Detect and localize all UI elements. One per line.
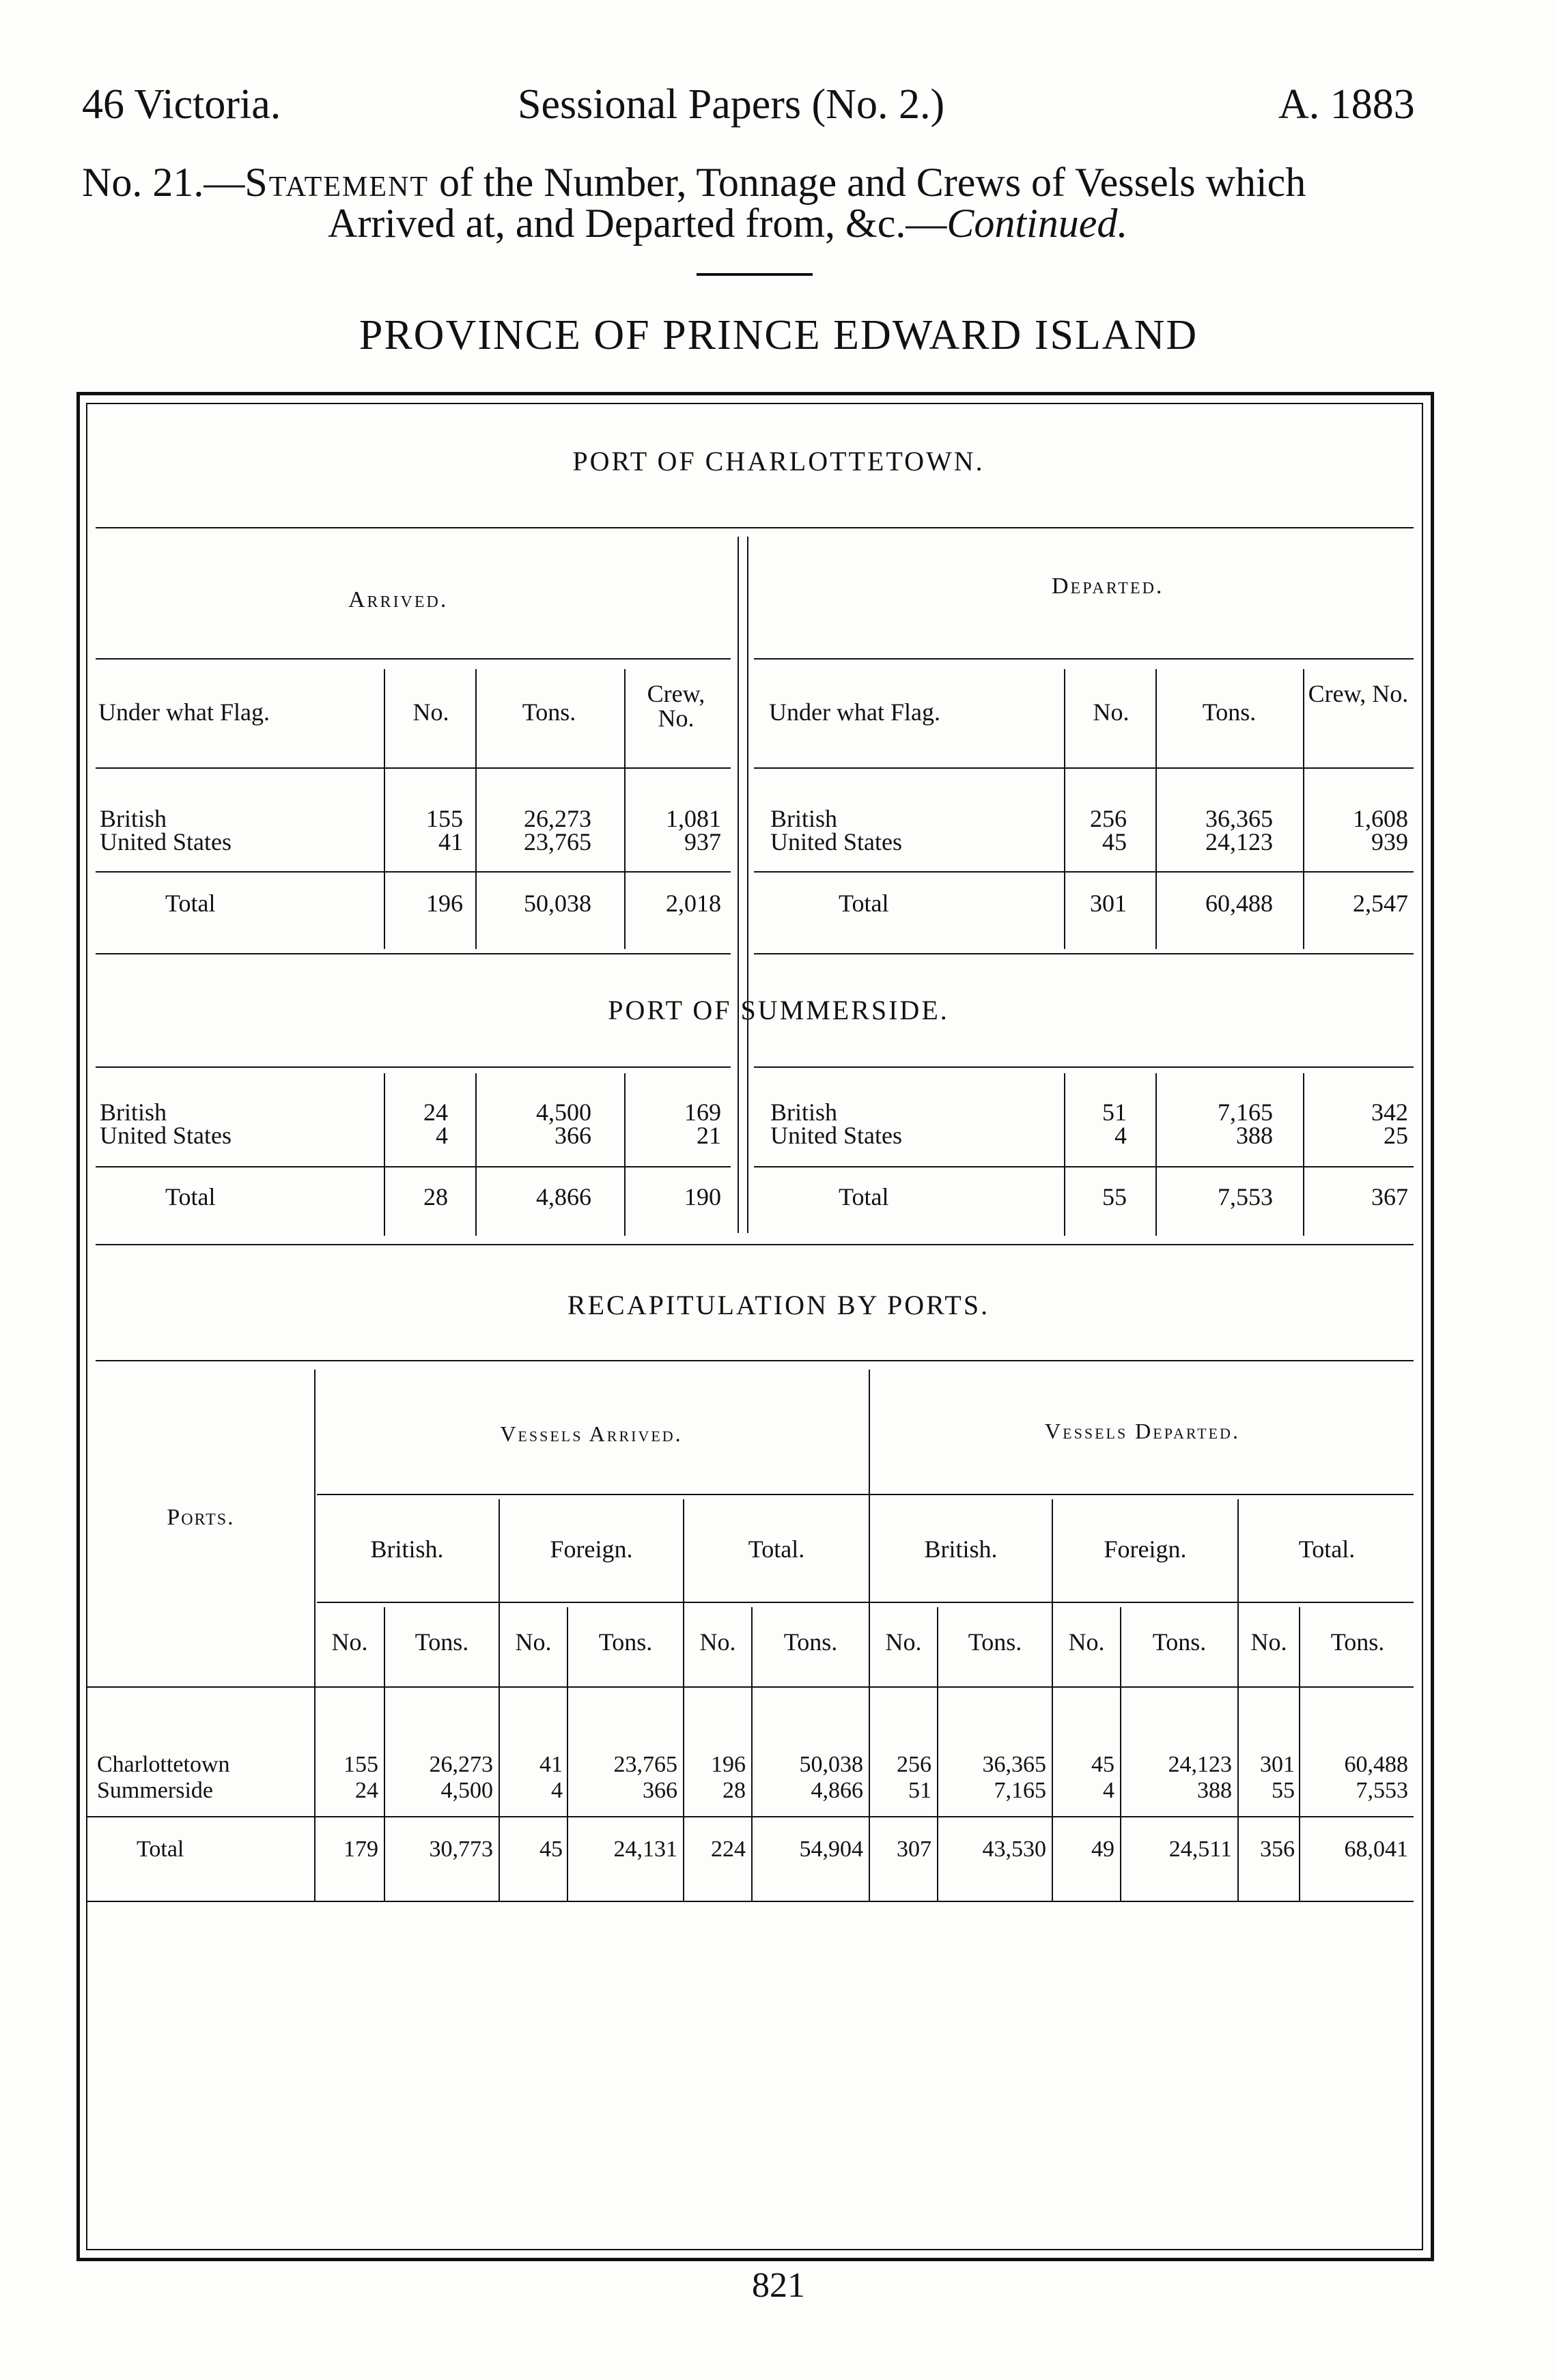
recap-cell: 155 [343,1752,378,1777]
recap-cell: 28 [723,1778,746,1803]
statement-line1-rest: of the Number, Tonnage and Crews of Vessels which [428,160,1306,205]
column-rule [1237,1499,1239,1902]
rule [96,1066,731,1068]
recap-cell: 24,131 [613,1837,677,1862]
province-title: PROVINCE OF PRINCE EDWARD ISLAND [359,312,1198,358]
flag-cell: United States [100,828,232,855]
col-header-flag: Under what Flag. [98,698,270,726]
group-header-foreign: Foreign. [1104,1535,1187,1563]
rule [317,1494,1414,1495]
rule [317,1602,1414,1603]
crew-cell: 939 [1371,828,1408,855]
port-charlottetown-title: PORT OF CHARLOTTETOWN. [572,446,985,477]
recap-cell: 26,273 [429,1752,493,1777]
no-cell: 24 [423,1099,448,1126]
table-row [100,830,727,853]
statement-continued: Continued. [946,201,1128,246]
recap-cell: 366 [643,1778,677,1803]
no-cell: 155 [426,805,463,832]
recap-cell: 36,365 [982,1752,1046,1777]
rule [86,1816,1414,1817]
rule [96,1360,1414,1361]
column-rule [384,1607,385,1901]
statement-line2: Arrived at, and Departed from, &c.— [328,201,947,246]
recap-cell: 356 [1260,1837,1295,1862]
crew-cell: 1,608 [1353,805,1408,832]
no-cell: 301 [1090,890,1127,917]
table-row [770,807,1408,830]
total-label: Total [839,890,889,917]
crew-cell: 25 [1384,1122,1408,1149]
column-rule [384,1073,385,1236]
tons-cell: 24,123 [1205,828,1273,855]
title-rule [697,273,813,276]
no-cell: 196 [426,890,463,917]
recap-cell: 301 [1260,1752,1295,1777]
no-cell: 4 [1114,1122,1127,1149]
total-row [770,892,1408,915]
tons-cell: 36,365 [1205,805,1273,832]
departed-heading: Departed. [1052,573,1164,599]
col-header-crew: Crew, No. [1308,680,1409,707]
subheader-no: No. [1068,1628,1105,1656]
column-rule [683,1499,684,1902]
header-right: A. 1883 [1278,81,1415,128]
group-header-total: Total. [748,1535,805,1563]
subheader-tons: Tons. [968,1628,1022,1656]
no-cell: 41 [438,828,463,855]
recap-cell: 24 [355,1778,378,1803]
table-row [100,1101,727,1124]
col-header-tons: Tons. [1202,698,1257,726]
subheader-tons: Tons. [783,1628,838,1656]
crew-cell: 169 [684,1099,721,1126]
charlottetown-arrived-rows [100,807,727,853]
charlottetown-departed-total [770,892,1408,915]
subheader-no: No. [1250,1628,1287,1656]
recap-cell: 41 [539,1752,563,1777]
arrived-departed-divider [738,537,739,1233]
tons-cell: 4,500 [536,1099,591,1126]
ports-header [92,1505,310,1531]
header-left: 46 Victoria. [82,81,281,128]
tons-cell: 388 [1236,1122,1273,1149]
rule [754,871,1414,873]
group-header-total: Total. [1298,1535,1356,1563]
recap-cell: 24,123 [1168,1752,1232,1777]
total-row [770,1185,1408,1208]
arrived-heading: Arrived. [348,587,449,612]
total-row [100,892,727,915]
rule [754,1166,1414,1167]
charlottetown-departed-rows [770,807,1408,853]
total-label: Total [165,1183,216,1210]
recap-cell: 45 [1091,1752,1114,1777]
tons-cell: 7,165 [1218,1099,1273,1126]
tons-cell: 50,038 [524,890,591,917]
crew-cell: 937 [684,828,721,855]
recap-cell: 224 [711,1837,746,1862]
subheader-no: No. [515,1628,552,1656]
col-header-no: No. [412,698,449,726]
column-rule [869,1370,870,1901]
column-rule [1155,1073,1157,1236]
col-header-no: No. [1093,698,1130,726]
rule [86,1901,1414,1902]
recap-cell: 4 [1103,1778,1114,1803]
rule [96,767,731,769]
flag-cell: United States [770,828,902,855]
recap-cell: 7,553 [1356,1778,1408,1803]
recap-cell: 43,530 [982,1837,1046,1862]
ports-label: Ports. [167,1505,235,1530]
summerside-arrived-rows [100,1101,727,1147]
flag-cell: United States [770,1122,902,1149]
statement-number: No. 21.— [82,160,245,205]
summerside-departed-rows [770,1101,1408,1147]
vessels-arrived-header: Vessels Arrived. [500,1421,683,1446]
flag-cell: British [770,1099,838,1126]
col-header-flag: Under what Flag. [769,698,940,726]
rule [96,527,1414,528]
statement-title-line2 [328,199,1489,247]
column-rule [624,1073,626,1236]
recap-cell: 388 [1197,1778,1232,1803]
rule [754,1066,1414,1068]
recap-cell: 45 [539,1837,563,1862]
recap-cell: 51 [908,1778,931,1803]
crew-cell: 190 [684,1183,721,1210]
port-summerside-title: PORT OF SUMMERSIDE. [608,995,949,1025]
subheader-tons: Tons. [1152,1628,1207,1656]
total-row [100,1185,727,1208]
table-row [100,1124,727,1147]
statement-word: Statement [244,160,429,205]
subheader-tons: Tons. [1330,1628,1385,1656]
subheader-no: No. [331,1628,368,1656]
subheader-no: No. [885,1628,922,1656]
col-header-tons: Tons. [522,698,576,726]
page-number: 821 [752,2266,805,2305]
rule [754,767,1414,769]
total-label: Total [165,890,216,917]
column-rule [1052,1499,1053,1902]
crew-cell: 1,081 [666,805,721,832]
rule [96,1166,731,1167]
vessels-departed-header: Vessels Departed. [1045,1419,1240,1443]
column-rule [937,1607,938,1901]
recap-cell: 4 [551,1778,563,1803]
rule [96,871,731,873]
column-rule [567,1607,568,1901]
recap-cell: 4,866 [811,1778,863,1803]
total-label: Total [839,1183,889,1210]
no-cell: 256 [1090,805,1127,832]
table-row [770,1124,1408,1147]
column-rule [1120,1607,1121,1901]
recap-cell: 50,038 [799,1752,863,1777]
tons-cell: 23,765 [524,828,591,855]
tons-cell: 7,553 [1218,1183,1273,1210]
recap-cell: 196 [711,1752,746,1777]
rule [96,658,731,660]
subheader-tons: Tons. [598,1628,653,1656]
recap-total-label: Total [137,1837,184,1862]
no-cell: 55 [1102,1183,1127,1210]
recap-cell: 68,041 [1344,1837,1408,1862]
column-rule [1064,1073,1065,1236]
column-rule [751,1607,753,1901]
group-header-foreign: Foreign. [550,1535,633,1563]
summerside-departed-total [770,1185,1408,1208]
tons-cell: 60,488 [1205,890,1273,917]
charlottetown-arrived-total [100,892,727,915]
subheader-no: No. [699,1628,736,1656]
group-header-british: British. [924,1535,998,1563]
tons-cell: 4,866 [536,1183,591,1210]
crew-cell: 2,018 [666,890,721,917]
table-row [770,830,1408,853]
flag-cell: British [770,805,838,832]
crew-cell: 21 [697,1122,721,1149]
subheader-tons: Tons. [415,1628,469,1656]
summerside-arrived-total [100,1185,727,1208]
col-header-crew: Crew, No. [647,680,705,732]
flag-cell: British [100,805,167,832]
flag-cell: United States [100,1122,232,1149]
recap-port-label: Summerside [97,1778,213,1803]
table-row [770,1101,1408,1124]
crew-cell: 2,547 [1353,890,1408,917]
column-rule [499,1499,500,1902]
column-rule [314,1370,315,1901]
recap-title: RECAPITULATION BY PORTS. [567,1290,990,1320]
arrived-departed-divider [747,537,748,1233]
recap-cell: 179 [343,1837,378,1862]
tons-cell: 26,273 [524,805,591,832]
table-row [100,807,727,830]
recap-cell: 24,511 [1168,1837,1232,1862]
no-cell: 51 [1102,1099,1127,1126]
no-cell: 45 [1102,828,1127,855]
crew-cell: 342 [1371,1099,1408,1126]
recap-cell: 60,488 [1344,1752,1408,1777]
column-rule [475,1073,477,1236]
rule [754,658,1414,660]
recap-port-label: Charlottetown [97,1752,230,1777]
no-cell: 4 [436,1122,448,1149]
flag-cell: British [100,1099,167,1126]
column-rule [1303,1073,1304,1236]
recap-cell: 49 [1091,1837,1114,1862]
recap-cell: 7,165 [994,1778,1046,1803]
table-inner-border [86,403,1423,2250]
no-cell: 28 [423,1183,448,1210]
tons-cell: 366 [555,1122,591,1149]
rule [754,953,1414,954]
rule [96,953,731,954]
crew-cell: 367 [1371,1183,1408,1210]
column-rule [1299,1607,1300,1901]
header-center: Sessional Papers (No. 2.) [518,81,945,128]
rule [86,1686,1414,1688]
recap-cell: 55 [1272,1778,1295,1803]
recap-cell: 23,765 [613,1752,677,1777]
recap-cell: 256 [897,1752,931,1777]
recap-cell: 4,500 [440,1778,493,1803]
recap-cell: 30,773 [429,1837,493,1862]
recap-cell: 307 [897,1837,931,1862]
recap-cell: 54,904 [799,1837,863,1862]
group-header-british: British. [370,1535,444,1563]
rule [96,1244,1414,1245]
